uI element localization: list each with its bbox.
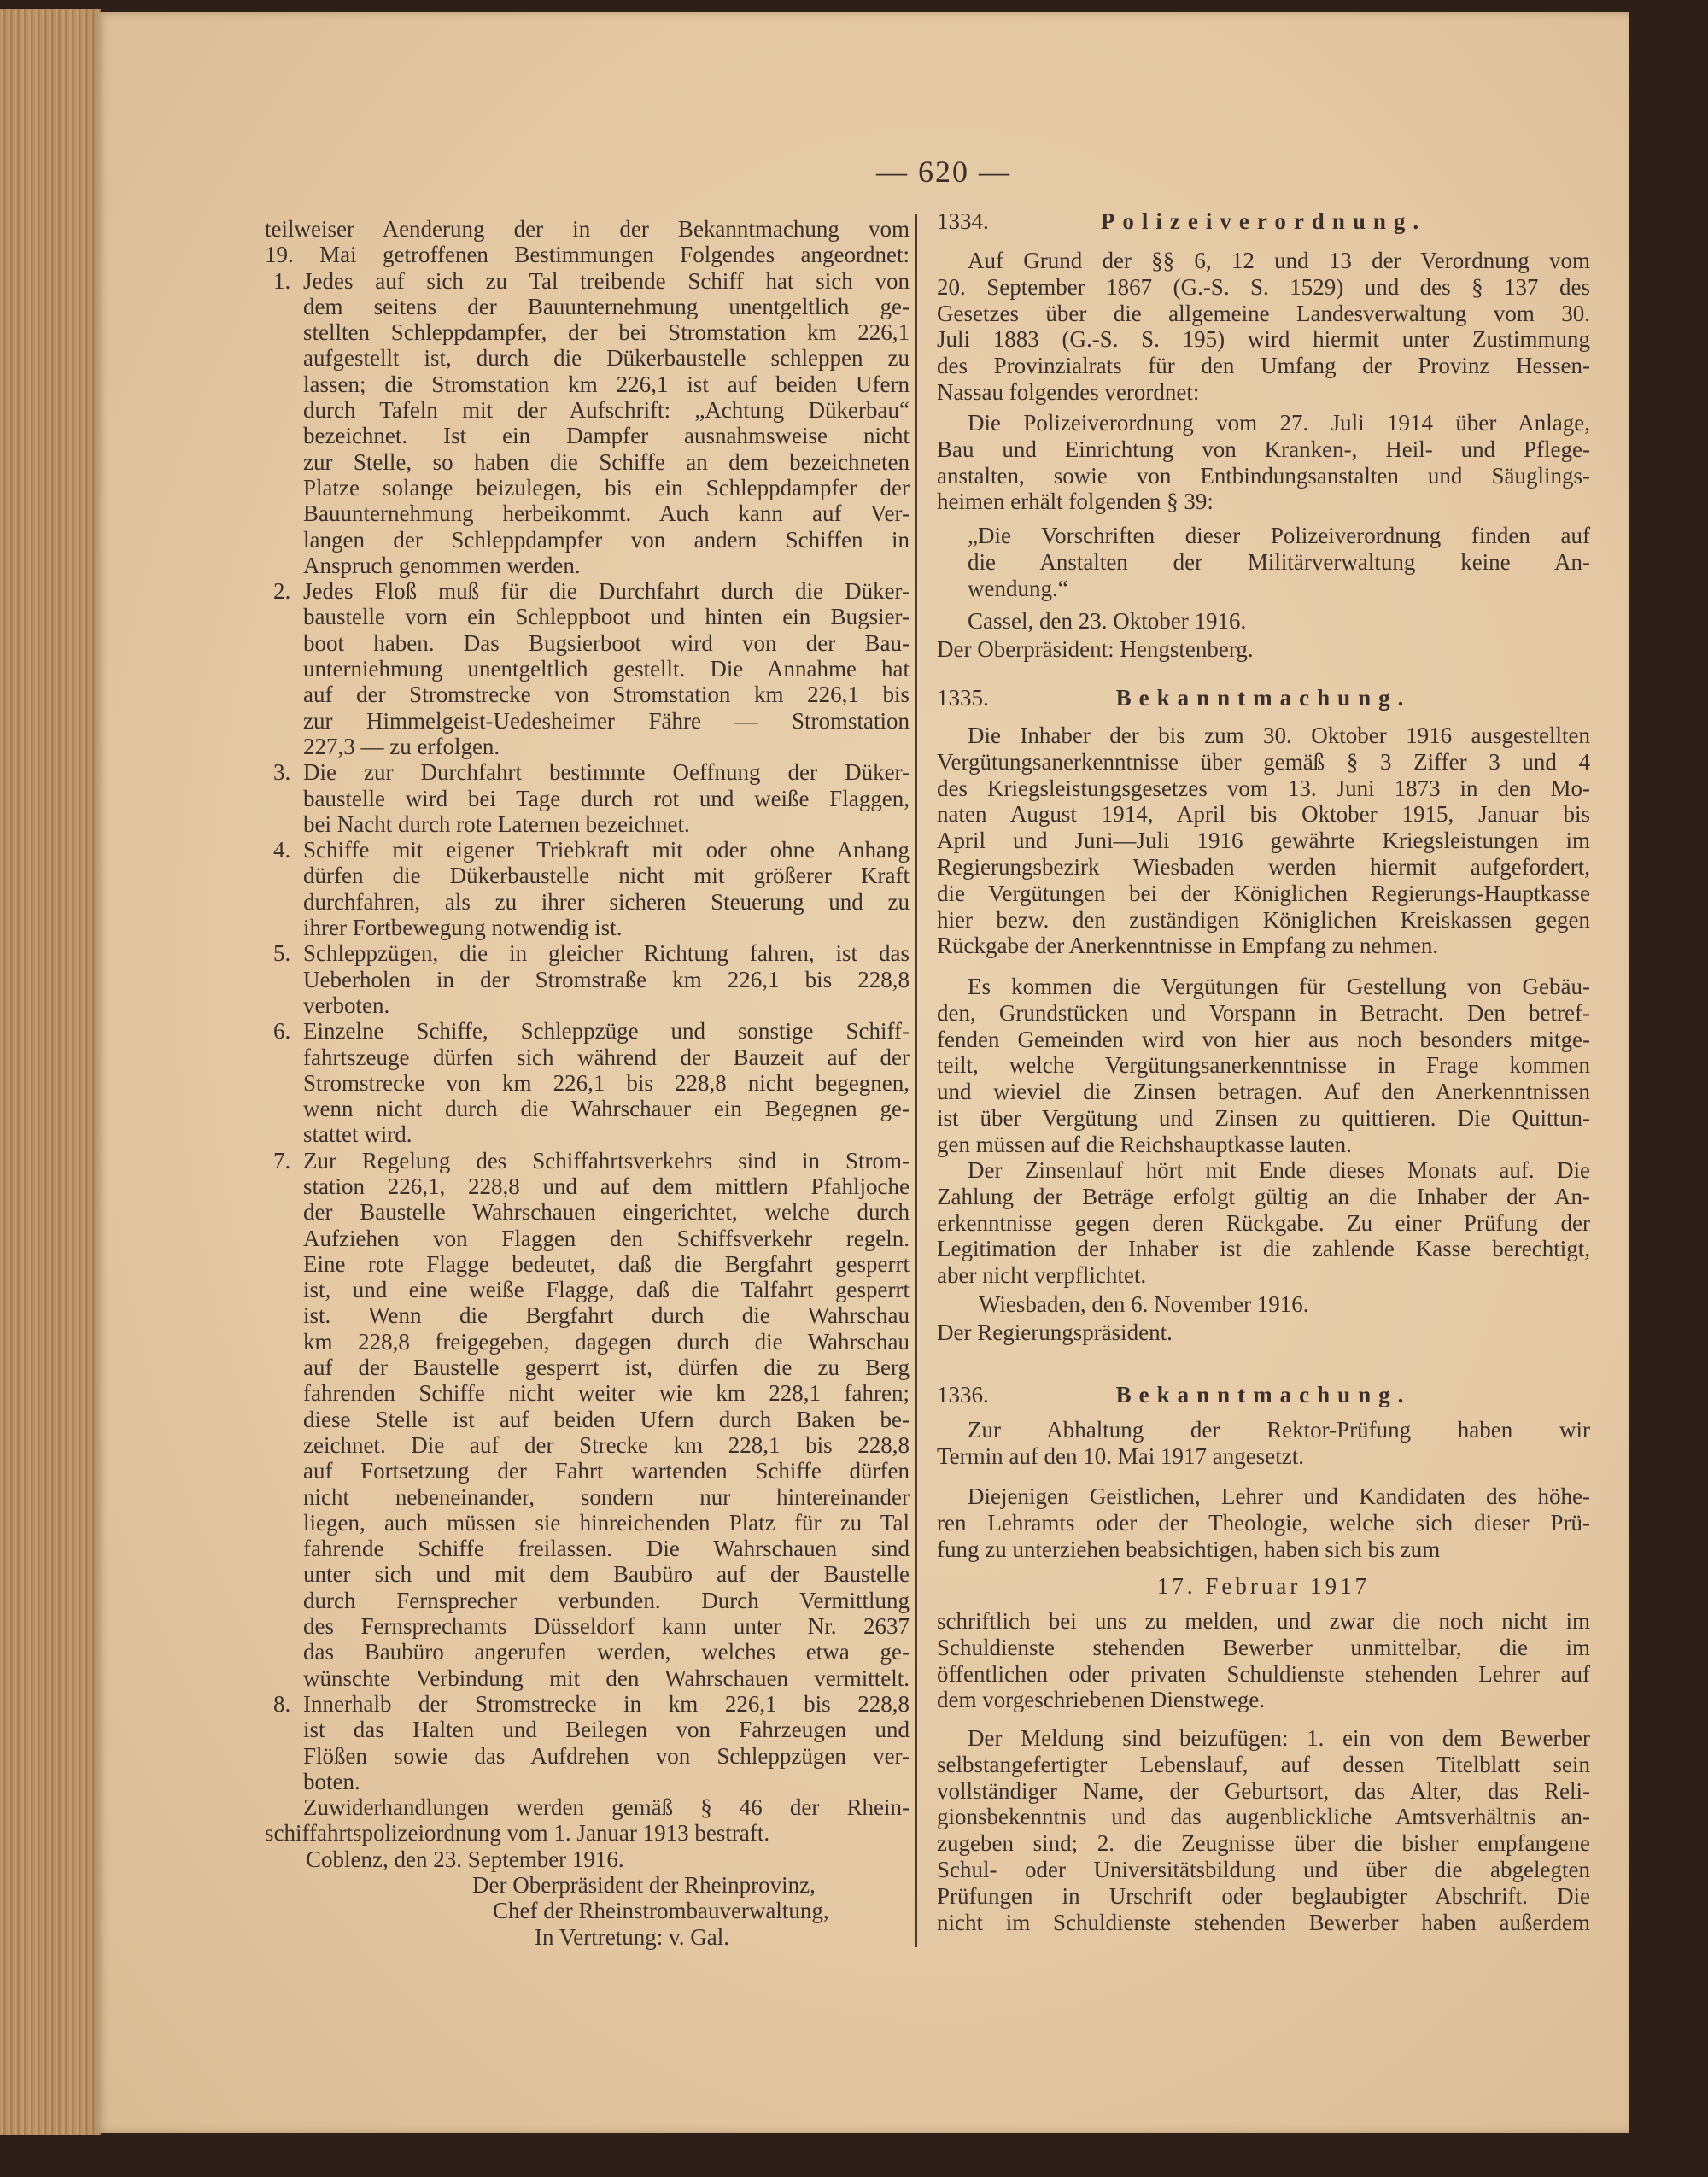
item-number: 5.	[273, 940, 291, 967]
section-heading-1334	[937, 208, 1590, 236]
text-line: anstalten, sowie von Entbindungsanstalten und Säuglings-	[937, 462, 1590, 489]
text-line: aufgestellt ist, durch die Dükerbaustelle schleppen zu	[303, 345, 910, 372]
text-line: nicht im Schuldienste stehenden Bewerber haben außerdem	[937, 1909, 1590, 1935]
text-line: die Vergütungen bei der Königlichen Regierungs-Hauptkasse	[937, 880, 1590, 906]
text-line: Zahlung der Beträge erfolgt gültig an die Inhaber der An-	[937, 1183, 1590, 1209]
text-line: Rückgabe der Anerkenntnisse in Empfang zu nehmen.	[937, 933, 1439, 959]
text-line: Vergütungsanerkenntnisse über gemäß § 3 Ziffer 3 und 4	[937, 748, 1590, 775]
text-line: Legitimation der Inhaber ist die zahlende Kasse berechtigt,	[937, 1236, 1590, 1262]
section-title: Bekanntmachung.	[1115, 1382, 1412, 1407]
text-line: vollständiger Name, der Geburtsort, das Alter, das Reli-	[937, 1777, 1590, 1804]
text-line: Schuldienste stehenden Bewerber unmittelbar, die im	[937, 1634, 1590, 1660]
text-line: Prüfungen in Urschrift oder beglaubigter Abschrift. Die	[937, 1882, 1590, 1909]
text-line: boten.	[303, 1768, 360, 1794]
ordinance-items	[265, 268, 910, 1795]
text-line: diese Stelle ist auf beiden Ufern durch Baken be-	[303, 1406, 910, 1432]
text-line: Bauunternehmung herbeikommt. Auch kann auf Ver-	[303, 500, 910, 527]
text-line: Diejenigen Geistlichen, Lehrer und Kandidaten des höhe-	[968, 1484, 1590, 1509]
signature: Der Oberpräsident: Hengstenberg.	[937, 636, 1254, 662]
text-line: zeichnet. Die auf der Strecke km 228,1 bis 228,8	[303, 1431, 910, 1458]
right-column	[937, 0, 1590, 2177]
text-line: boot haben. Das Bugsierboot wird von der Bau-	[303, 629, 910, 656]
text-line: durchfahren, als zu ihrer sicheren Steuerung und zu	[303, 888, 910, 915]
place-date: Wiesbaden, den 6. November 1916.	[979, 1291, 1309, 1317]
text-line: Schul- oder Universitätsbildung und über die abgelegten	[937, 1856, 1590, 1882]
text-line: km 228,8 freigegeben, dagegen durch die Wahrschau	[303, 1328, 910, 1355]
place-date: Coblenz, den 23. September 1916.	[306, 1846, 624, 1872]
text-line: Schiffe mit eigener Triebkraft mit oder ohne Anhang	[303, 837, 910, 863]
signature: Der Regierungspräsident.	[937, 1320, 1173, 1345]
text-line: Termin auf den 10. Mai 1917 angesetzt.	[937, 1443, 1304, 1469]
item-number: 3.	[273, 759, 291, 786]
paragraph	[937, 1608, 1590, 1713]
text-line: schriftlich bei uns zu melden, und zwar die noch nicht im	[937, 1608, 1590, 1634]
place-date: Cassel, den 23. Oktober 1916.	[968, 608, 1247, 634]
paragraph	[937, 1157, 1590, 1289]
intro-paragraph	[265, 216, 910, 268]
paragraph	[937, 410, 1590, 515]
ordinance-item	[265, 268, 910, 579]
text-line: stattet wird.	[303, 1121, 412, 1148]
text-line: verboten.	[303, 992, 390, 1018]
text-line: Anspruch genommen werden.	[303, 552, 581, 578]
text-line: Die zur Durchfahrt bestimmte Oeffnung der Düker-	[303, 759, 910, 786]
text-line: unter sich und mit dem Baubüro auf der Baustelle	[303, 1561, 910, 1588]
text-line: Die Polizeiverordnung vom 27. Juli 1914 über Anlage,	[968, 410, 1590, 436]
text-line: durch Tafeln mit der Aufschrift: „Achtung Dükerbau“	[303, 397, 910, 424]
text-line: Jedes Floß muß für die Durchfahrt durch die Düker-	[303, 578, 910, 605]
text-line: bezeichnet. Ist ein Dampfer ausnahmsweise nicht	[303, 423, 910, 449]
text-line: Der Meldung sind beizufügen: 1. ein von dem Bewerber	[968, 1725, 1590, 1751]
text-line: langen der Schleppdampfer von andern Schiffen in	[303, 526, 910, 553]
text-line: auf der Stromstrecke von Stromstation km 226,1 bis	[303, 682, 910, 708]
section-heading-1335	[937, 685, 1590, 712]
text-line: baustelle wird bei Tage durch rot und weiße Flaggen,	[303, 785, 910, 811]
text-line: fahrtszeuge dürfen sich während der Bauzeit auf der	[303, 1044, 910, 1070]
item-number: 4.	[273, 837, 291, 863]
item-number: 8.	[273, 1690, 291, 1717]
text-line: Ueberholen in der Stromstraße km 226,1 bis 228,8	[303, 966, 910, 992]
text-line: Aufziehen von Flaggen den Schiffsverkehr regeln.	[303, 1225, 910, 1251]
ordinance-item	[265, 578, 910, 759]
item-number: 1.	[273, 267, 291, 294]
item-text	[303, 837, 910, 940]
text-line: aber nicht verpflichtet.	[937, 1262, 1147, 1289]
deadline-date: 17. Februar 1917	[1156, 1573, 1371, 1599]
text-line: hier bezw. den zuständigen Königlichen Kreiskassen gegen	[937, 906, 1590, 933]
text-line: fahrende Schiffe freilassen. Die Wahrschauen sind	[303, 1536, 910, 1562]
signature-line: Der Oberpräsident der Rheinprovinz,	[472, 1872, 816, 1898]
text-line: durch Fernsprecher verbunden. Durch Vermittlung	[303, 1587, 910, 1613]
page-number: — 620 —	[876, 155, 1011, 189]
section-heading-1336	[937, 1382, 1590, 1409]
ordinance-item	[265, 837, 910, 940]
column-divider	[915, 214, 917, 1947]
text-line: schiffahrtspolizeiordnung vom 1. Januar 1913 bestraft.	[265, 1820, 770, 1846]
text-line: Es kommen die Vergütungen für Gestellung von Gebäu-	[968, 974, 1590, 999]
text-line: des Kriegsleistungsgesetzes vom 13. Juni 1873 in den Mo-	[937, 775, 1590, 801]
ordinance-item	[265, 759, 910, 837]
text-line: Die Inhaber der bis zum 30. Oktober 1916 ausgestellten	[968, 723, 1590, 748]
item-text	[303, 1148, 910, 1691]
text-line: wünschte Verbindung mit den Wahrschauen vermittelt.	[303, 1665, 910, 1691]
text-line: nicht nebeneinander, sondern nur hintereinander	[303, 1484, 910, 1510]
text-line: Zur Regelung des Schiffahrtsverkehrs sind in Strom-	[303, 1147, 910, 1173]
text-line: 227,3 — zu erfolgen.	[303, 733, 500, 759]
text-line: station 226,1, 228,8 und auf dem mittlern Pfahljoche	[303, 1173, 910, 1199]
text-line: Gesetzes über die allgemeine Landesverwaltung vom 30.	[937, 300, 1590, 326]
item-text	[303, 759, 910, 837]
text-line: fahrenden Schiffe nicht weiter wie km 228,1 fahren;	[303, 1380, 910, 1407]
section-number: 1335.	[937, 685, 989, 711]
text-line: Innerhalb der Stromstrecke in km 226,1 bis 228,8	[303, 1690, 910, 1717]
text-line: „Die Vorschriften dieser Polizeiverordnung finden auf	[968, 523, 1590, 548]
text-line: baustelle vorn ein Schleppboot und hinten ein Bugsier-	[303, 604, 910, 630]
text-line: dem vorgeschriebenen Dienstwege.	[937, 1687, 1266, 1713]
text-line: auf der Baustelle gesperrt ist, dürfen die zu Berg	[303, 1355, 910, 1381]
text-line: Zur Abhaltung der Rektor-Prüfung haben wir	[968, 1417, 1590, 1443]
text-line: Stromstrecke von km 226,1 bis 228,8 nicht begegnen,	[303, 1069, 910, 1096]
text-line: und wieviel die Zinsen betragen. Auf den Anerkenntnissen	[937, 1079, 1590, 1105]
text-line: dem seitens der Bauunternehmung unentgeltlich ge-	[303, 293, 910, 319]
text-line: Flößen sowie das Aufdrehen von Schleppzügen ver-	[303, 1742, 910, 1769]
quoted-paragraph	[937, 523, 1590, 601]
text-line: heimen erhält folgenden § 39:	[937, 489, 1214, 515]
text-line: öffentlichen oder privaten Schuldienste stehenden Lehrer auf	[937, 1660, 1590, 1687]
text-line: zur Himmelgeist-Uedesheimer Fähre — Stromstation	[303, 707, 910, 734]
text-line: Bau und Einrichtung von Kranken-, Heil- und Pflege-	[937, 436, 1590, 462]
item-number: 7.	[273, 1147, 291, 1173]
text-line: das Baubüro angerufen werden, welches etwa ge-	[303, 1639, 910, 1665]
text-line: des Fernsprechamts Düsseldorf kann unter Nr. 2637	[303, 1613, 910, 1640]
text-line: wenn nicht durch die Wahrschauer ein Begegnen ge-	[303, 1096, 910, 1122]
text-line: ren Lehramts oder der Theologie, welche sich dieser Prü-	[937, 1509, 1590, 1536]
text-line: teilt, welche Vergütungsanerkenntnisse in Frage kommen	[937, 1052, 1590, 1079]
section-title: Polizeiverordnung.	[1100, 208, 1427, 234]
item-number: 6.	[273, 1018, 291, 1045]
text-line: ist über Vergütung und Zinsen zu quittieren. Die Quittun-	[937, 1104, 1590, 1131]
text-line: teilweiser Aenderung der in der Bekanntmachung vom	[265, 216, 910, 242]
left-column	[265, 216, 910, 1950]
text-line: Regierungsbezirk Wiesbaden werden hiermit aufgefordert,	[937, 853, 1590, 880]
text-line: bei Nacht durch rote Laternen bezeichnet.	[303, 811, 690, 837]
ordinance-item	[265, 1691, 910, 1794]
text-line: des Provinzialrats für den Umfang der Provinz Hessen-	[937, 353, 1590, 379]
text-line: Einzelne Schiffe, Schleppzüge und sonstige Schiff-	[303, 1018, 910, 1045]
text-line: Juli 1883 (G.-S. S. 195) wird hiermit unter Zustimmung	[937, 326, 1590, 353]
text-line: ist, und eine weiße Flagge, daß die Talfahrt gesperrt	[303, 1277, 910, 1303]
text-line: Auf Grund der §§ 6, 12 und 13 der Verordnung vom	[968, 248, 1590, 273]
paragraph	[937, 248, 1590, 406]
text-line: Jedes auf sich zu Tal treibende Schiff hat sich von	[303, 267, 910, 294]
text-line: auf Fortsetzung der Fahrt wartenden Schiffe dürfen	[303, 1458, 910, 1484]
text-line: gen müssen auf die Reichshauptkasse lauten.	[937, 1131, 1352, 1157]
paragraph	[937, 1417, 1590, 1470]
text-line: stellten Schleppdampfer, der bei Stromstation km 226,1	[303, 319, 910, 346]
item-text	[303, 940, 910, 1018]
text-line: selbstangefertigter Lebenslauf, auf dessen Titelblatt sein	[937, 1751, 1590, 1777]
ordinance-item	[265, 1018, 910, 1147]
text-line: 19. Mai getroffenen Bestimmungen Folgendes angeordnet:	[265, 242, 910, 268]
paragraph	[937, 1484, 1590, 1562]
page-stack-edge	[0, 9, 101, 2135]
text-line: naten August 1914, April bis Oktober 1915, Januar bis	[937, 801, 1590, 828]
text-line: gionsbekenntnis und das augenblickliche Amtsverhältnis an-	[937, 1804, 1590, 1830]
signature-line: In Vertretung: v. Gal.	[535, 1923, 729, 1950]
text-line: der Baustelle Wahrschauen eingerichtet, welche durch	[303, 1199, 910, 1226]
text-line: Nassau folgendes verordnet:	[937, 378, 1200, 405]
text-line: liegen, auch müssen sie hinreichenden Platz für zu Tal	[303, 1509, 910, 1536]
item-text	[303, 578, 910, 759]
ordinance-item	[265, 940, 910, 1018]
text-line: dürfen die Dükerbaustelle nicht mit größerer Kraft	[303, 863, 910, 889]
section-number: 1334.	[937, 208, 989, 234]
text-line: 20. September 1867 (G.-S. S. 1529) und des § 137 des	[937, 273, 1590, 300]
paragraph	[937, 1725, 1590, 1935]
text-line: Eine rote Flagge bedeutet, daß die Bergfahrt gesperrt	[303, 1250, 910, 1277]
text-line: fenden Gemeinden wird von hier aus noch besonders mitge-	[937, 1026, 1590, 1052]
text-line: wendung.“	[968, 575, 1068, 601]
text-line: Zuwiderhandlungen werden gemäß § 46 der Rhein-	[303, 1794, 910, 1821]
section-number: 1336.	[937, 1382, 989, 1407]
text-line: Platze solange beizulegen, bis ein Schleppdampfer der	[303, 474, 910, 500]
section-title: Bekanntmachung.	[1115, 685, 1412, 711]
text-line: Der Zinsenlauf hört mit Ende dieses Monats auf. Die	[968, 1157, 1590, 1183]
item-text	[303, 268, 910, 579]
signature-line: Chef der Rheinstrombauverwaltung,	[493, 1898, 829, 1924]
paragraph	[937, 723, 1590, 959]
penalty-paragraph	[265, 1794, 910, 1846]
text-line: ist das Halten und Beilegen von Fahrzeugen und	[303, 1717, 910, 1743]
ordinance-item	[265, 1148, 910, 1691]
item-text	[303, 1691, 910, 1794]
text-line: zugeben sind; 2. die Zeugnisse über die bisher empfangene	[937, 1830, 1590, 1857]
text-line: zur Stelle, so haben die Schiffe an dem bezeichneten	[303, 448, 910, 475]
text-line: ihrer Fortbewegung notwendig ist.	[303, 915, 623, 941]
text-line: lassen; die Stromstation km 226,1 ist auf beiden Ufern	[303, 371, 910, 397]
text-line: fung zu unterziehen beabsichtigen, haben sich bis zum	[937, 1536, 1441, 1562]
text-line: Schleppzügen, die in gleicher Richtung fahren, ist das	[303, 940, 910, 967]
text-line: den, Grundstücken und Vorspann in Betracht. Den betref-	[937, 999, 1590, 1026]
item-text	[303, 1018, 910, 1147]
text-line: erkenntnisse gegen deren Rückgabe. Zu einer Prüfung der	[937, 1209, 1590, 1236]
item-number: 2.	[273, 578, 291, 605]
text-line: unterniehmung unentgeltlich gestellt. Die Annahme hat	[303, 656, 910, 682]
text-line: die Anstalten der Militärverwaltung keine An-	[968, 548, 1590, 575]
text-line: April und Juni—Juli 1916 gewährte Kriegsleistungen im	[937, 828, 1590, 854]
text-line: ist. Wenn die Bergfahrt durch die Wahrschau	[303, 1302, 910, 1329]
paragraph	[937, 974, 1590, 1158]
